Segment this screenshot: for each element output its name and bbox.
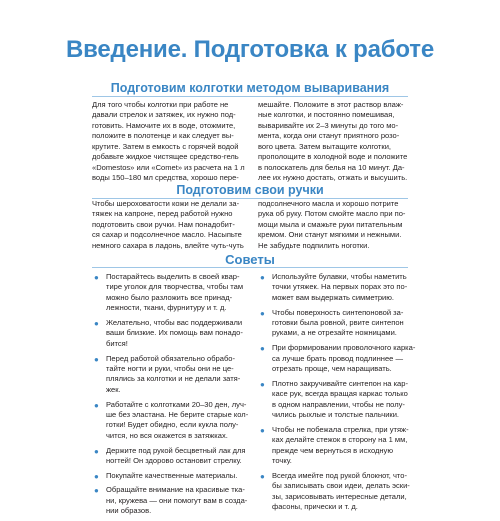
tip-text-line: плялись за колготки и не делали затя- [106,374,241,384]
bullet-dot-icon: ● [260,425,265,435]
bullet-dot-icon: ● [94,400,99,410]
tip-item [258,471,410,513]
bullet-dot-icon: ● [94,446,99,456]
bullet-dot-icon: ● [94,319,99,328]
tip-item [258,343,416,374]
tips-list-right [258,272,416,517]
tip-text-line: точку. [272,456,292,465]
bullet-dot-icon: ● [94,354,99,364]
text-line: ные колготки, и постоянно помешивая, [258,110,395,120]
tip-text-line: жек. [106,384,121,394]
tip-text-line: нии образов. [106,506,152,516]
tip-text-line: чились рыхлые и толстые пальчики. [272,410,400,419]
tip-item [92,471,244,481]
text-line: добавьте жидкое чистящее средство-гель [92,152,239,162]
text-line: готовить. Намочите их в воде, отожмите, [92,120,236,130]
tip-text-line: Чтобы не побежала стрелка, при утяж- [272,424,409,434]
tip-text-line: может вам выдержать симметрию. [272,292,394,302]
tip-text-line: отрезать проще, чем наращивать. [272,364,392,373]
tip-text-line: тайте ногти и руки, чтобы они не це- [106,364,234,373]
tip-text-line: лежности, ткани, фурнитуру и т. д. [106,303,227,313]
section-heading-hands: Подготовим свои ручки [176,183,324,197]
tip-item [92,485,248,516]
text-line: немного сахара в ладонь, влейте чуть-чуть [92,240,244,250]
divider [92,267,408,268]
tips-list-left [92,272,249,521]
page-title: Введение. Подготовка к работе [66,36,434,63]
bullet-dot-icon: ● [260,273,265,282]
text-line: лее их нужно достать, отжать и высушить. [258,173,408,183]
text-line: Чтобы шероховатости кожи не делали за- [92,199,240,208]
tip-text-line: ни, кружева — они помогут вам в созда- [106,495,248,505]
text-line: прополощите в холодной воде и положите [258,152,408,162]
tip-item [258,379,410,421]
tip-item [258,425,410,467]
tip-text-line: ваши близкие. Их помощь вам понадо- [106,328,243,338]
tip-text-line: фасоны, прически и т. д. [272,502,358,511]
text-line: вого цвета. Затем вытащите колготки, [258,141,392,151]
text-line: ся сахар и подсолнечное масло. Насыпьте [92,230,242,240]
text-line: подготовить свои ручки. Нам понадобит- [92,219,235,229]
bullet-dot-icon: ● [260,344,265,354]
tip-text-line: готки! Будет обидно, если кукла полу- [106,420,239,430]
tip-text-line: Чтобы поверхность синтепоновой за- [272,307,404,317]
section-hands-text-right [258,199,410,251]
tip-text-line: ках делайте стежок в сторону на 1 мм, [272,435,408,445]
tip-text-line: тире уголок для творчества, чтобы там [106,282,244,292]
tip-text-line: можно было разложить все принад- [106,292,233,302]
tip-text-line: Плотно закручивайте синтепон на кар- [272,378,408,388]
tip-text-line: ше без эластана. Не берите старые кол- [106,410,249,419]
tip-text-line: руками, а не отрезайте ножницами. [272,328,397,338]
tip-item [92,318,244,349]
tip-text-line: точки утяжек. На первых порах это по- [272,282,408,292]
text-line: мощи мыла и смажьте руки питательным [258,219,403,229]
tip-text-line: зы, зарисовывать интересные детали, [272,491,407,501]
tip-text-line: Перед работой обязательно обрабо- [106,353,235,363]
bullet-dot-icon: ● [94,486,99,496]
section-hands-text-left [92,199,244,251]
tip-text-line: бы записывать свои идеи, делать эски- [272,481,410,491]
bullet-dot-icon: ● [94,273,99,282]
text-line: воды 150–180 мл средства, хорошо пере- [92,173,239,183]
tip-text-line: Желательно, чтобы вас поддерживали [106,318,243,327]
tip-item [92,399,249,442]
section-tights-text-left [92,100,244,184]
tip-text-line: прежде чем вернуться в исходную [272,445,393,455]
text-line: подсолнечного масла и хорошо потрите [258,199,399,208]
tip-text-line: Покупайте качественные материалы. [106,470,238,480]
text-line: рука об руку. Потом смойте масло при по- [258,209,406,219]
tip-item [92,272,244,314]
text-line: крутите. Затем в емкость с горячей водой [92,141,239,151]
text-line: мешайте. Положите в этот раствор влаж- [258,100,404,109]
tip-text-line: Используйте булавки, чтобы наметить [272,272,407,281]
text-line: давали стрелок и затяжек, их нужно под- [92,110,236,120]
divider [92,96,408,97]
tip-item [258,308,410,339]
tip-item [92,354,244,396]
text-line: в полоскатель для белья на 10 минут. Да- [258,162,405,172]
tip-text-line: готовки была ровной, рвите синтепон [272,318,404,327]
text-line: кремом. Они станут мягкими и нежными. [258,230,402,240]
tip-item [258,272,410,303]
tip-text-line: При формировании проволочного карка- [272,343,416,353]
tip-text-line: чится, но вся окажется в затяжках. [106,430,228,440]
text-line: положите в полотенце и как следует вы- [92,131,234,141]
section-heading-tights: Подготовим колготки методом вываривания [110,81,390,95]
tip-text-line: касе рук, всегда вращая каркас только [272,389,408,399]
tip-text-line: Обращайте внимание на красивые тка- [106,485,245,495]
tip-text-line: Держите под рукой бесцветный лак для [106,445,246,455]
bullet-dot-icon: ● [260,471,265,481]
bullet-dot-icon: ● [260,379,265,389]
tip-text-line: Работайте с колготками 20–30 ден, луч- [106,399,247,409]
tip-item [92,446,244,467]
text-line: Для того чтобы колготки при работе не [92,100,229,109]
tip-text-line: в одном направлении, чтобы не полу- [272,399,405,409]
text-line: тяжек на капроне, перед работой нужно [92,209,233,219]
tip-text-line: Постарайтесь выделить в своей квар- [106,272,240,281]
bullet-dot-icon: ● [260,308,265,318]
text-line: Не забудьте подпилить ноготки. [258,240,370,250]
text-line: вываривайте их 2–3 минуты до того мо- [258,120,399,130]
tip-text-line: са лучше брать провод подлиннее — [272,353,404,363]
section-heading-tips: Советы [225,252,275,267]
section-tights-text-right [258,100,410,184]
text-line: мента, когда они станут приятного розо- [258,131,400,141]
text-line: «Domestos» или «Comet» из расчета на 1 л [92,162,245,172]
tip-text-line: ногтей! Он здорово остановит стрелку. [106,456,242,465]
tip-text-line: Всегда имейте под рукой блокнот, что- [272,470,407,480]
tip-text-line: бится! [106,338,128,348]
bullet-dot-icon: ● [94,471,99,481]
